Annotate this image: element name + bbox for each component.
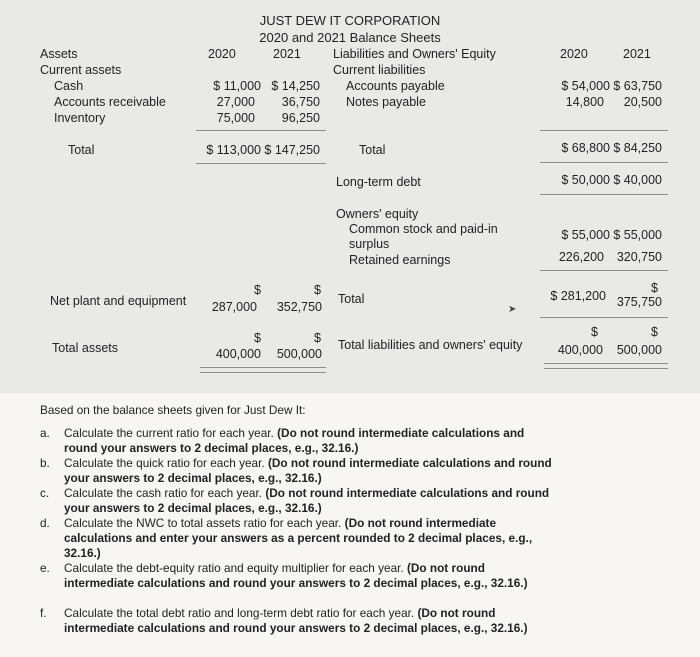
- cursor-arrow-icon: ➤: [508, 304, 517, 315]
- total-liab-equity-dollar-2020: $: [591, 325, 598, 339]
- inventory-2021: 96,250: [281, 111, 320, 125]
- payable-2021: $ 63,750: [613, 79, 662, 93]
- long-term-debt-2020: $ 50,000: [561, 173, 610, 187]
- cash-2021: $ 14,250: [271, 79, 320, 93]
- common-stock-label: Common stock and paid-in: [349, 222, 498, 236]
- common-stock-2021: $ 55,000: [613, 228, 662, 242]
- total-assets-2020: 400,000: [215, 347, 261, 361]
- retained-earnings-2021: 320,750: [616, 250, 662, 264]
- total-equity-dollar: $: [651, 281, 658, 295]
- total-equity-label: Total: [338, 292, 365, 306]
- divider: [540, 270, 668, 271]
- question-text: Calculate the NWC to total assets ratio for each year. (Do not round intermediate calculations and enter your answers as a percent rounded to 2 decimal places, e.g., 32.16.): [64, 516, 533, 560]
- total-liab-equity-label: Total liabilities and owners' equity: [338, 338, 523, 352]
- sheet-subtitle: 2020 and 2021 Balance Sheets: [259, 30, 441, 45]
- divider: [196, 130, 326, 131]
- long-term-debt-label: Long-term debt: [336, 175, 421, 189]
- long-term-debt-2021: $ 40,000: [613, 173, 662, 187]
- owners-equity-label: Owners' equity: [336, 207, 419, 221]
- current-assets-label: Current assets: [40, 63, 122, 77]
- double-underline: [544, 363, 668, 364]
- year-2021-header: 2021: [273, 47, 301, 61]
- retained-earnings-label: Retained earnings: [349, 253, 451, 267]
- company-title: JUST DEW IT CORPORATION: [259, 13, 441, 28]
- notes-2020: 14,800: [565, 95, 604, 109]
- question-text: Calculate the current ratio for each year. (Do not round intermediate calculations and round your answers to 2 decimal places, e.g., 32.16.): [64, 426, 525, 455]
- total-assets-label: Total assets: [52, 341, 119, 355]
- total-liab-equity-2021: 500,000: [616, 343, 662, 357]
- total-current-assets-2020: $ 113,000: [206, 143, 261, 157]
- question-text: Calculate the cash ratio for each year. (Do not round intermediate calculations and round your answers to 2 decimal places, e.g., 32.16.): [64, 486, 550, 515]
- question-label: c.: [40, 486, 50, 500]
- net-plant-2020: 287,000: [211, 300, 257, 314]
- question-text: Calculate the total debt ratio and long-term debt ratio for each year. (Do not round intermediate calculations and round your answers to 2 decimal places, e.g., 32.16.): [64, 606, 528, 635]
- divider: [540, 130, 668, 131]
- common-stock-label-line2: surplus: [349, 237, 390, 251]
- total-assets-dollar-2021: $: [314, 331, 321, 345]
- double-underline: [544, 368, 668, 369]
- receivable-label: Accounts receivable: [54, 95, 166, 109]
- double-underline: [200, 367, 326, 368]
- total-liab-equity-2020: 400,000: [557, 343, 603, 357]
- total-liab-equity-dollar-2021: $: [651, 325, 658, 339]
- double-underline: [200, 372, 326, 373]
- retained-earnings-2020: 226,200: [558, 250, 604, 264]
- common-stock-2020: $ 55,000: [561, 228, 610, 242]
- assets-heading: Assets: [40, 47, 78, 61]
- total-current-assets-2021: $ 147,250: [264, 143, 320, 157]
- total-current-liab-2020: $ 68,800: [561, 141, 610, 155]
- question-label: a.: [40, 426, 50, 440]
- total-current-liab-2021: $ 84,250: [613, 141, 662, 155]
- divider: [540, 194, 668, 195]
- total-assets-2021: 500,000: [276, 347, 322, 361]
- year-2020-header: 2020: [208, 47, 236, 61]
- notes-label: Notes payable: [346, 95, 426, 109]
- question-label: b.: [40, 456, 50, 470]
- net-plant-2021: 352,750: [276, 300, 322, 314]
- current-liabilities-label: Current liabilities: [333, 63, 426, 77]
- total-equity-2021: 375,750: [616, 295, 662, 309]
- cash-2020: $ 11,000: [213, 79, 261, 93]
- total-equity-2020: $ 281,200: [550, 289, 606, 303]
- liabilities-heading: Liabilities and Owners' Equity: [333, 47, 496, 61]
- net-plant-dollar-2020: $: [254, 283, 261, 297]
- net-plant-label: Net plant and equipment: [50, 294, 187, 308]
- question-label: e.: [40, 561, 50, 575]
- receivable-2020: 27,000: [216, 95, 255, 109]
- question-text: Calculate the debt-equity ratio and equity multiplier for each year. (Do not round intermediate calculations and round your answers to 2 decimal places, e.g., 32.16.): [64, 561, 528, 590]
- question-label: d.: [40, 516, 50, 530]
- total-assets-dollar-2020: $: [254, 331, 261, 345]
- question-label: f.: [40, 606, 47, 620]
- payable-2020: $ 54,000: [561, 79, 610, 93]
- inventory-label: Inventory: [54, 111, 106, 125]
- receivable-2021: 36,750: [281, 95, 320, 109]
- divider: [540, 317, 668, 318]
- total-current-liab-label: Total: [359, 143, 386, 157]
- year-2020-header-right: 2020: [560, 47, 588, 61]
- divider: [540, 162, 668, 163]
- payable-label: Accounts payable: [346, 79, 445, 93]
- year-2021-header-right: 2021: [623, 47, 651, 61]
- inventory-2020: 75,000: [216, 111, 255, 125]
- notes-2021: 20,500: [623, 95, 662, 109]
- question-text: Calculate the quick ratio for each year. (Do not round intermediate calculations and round your answers to 2 decimal places, e.g., 32.16.): [64, 456, 552, 485]
- net-plant-dollar-2021: $: [314, 283, 321, 297]
- questions-intro: Based on the balance sheets given for Just Dew It:: [40, 403, 306, 417]
- cash-label: Cash: [54, 79, 84, 93]
- divider: [196, 163, 326, 164]
- total-current-assets-label: Total: [68, 143, 95, 157]
